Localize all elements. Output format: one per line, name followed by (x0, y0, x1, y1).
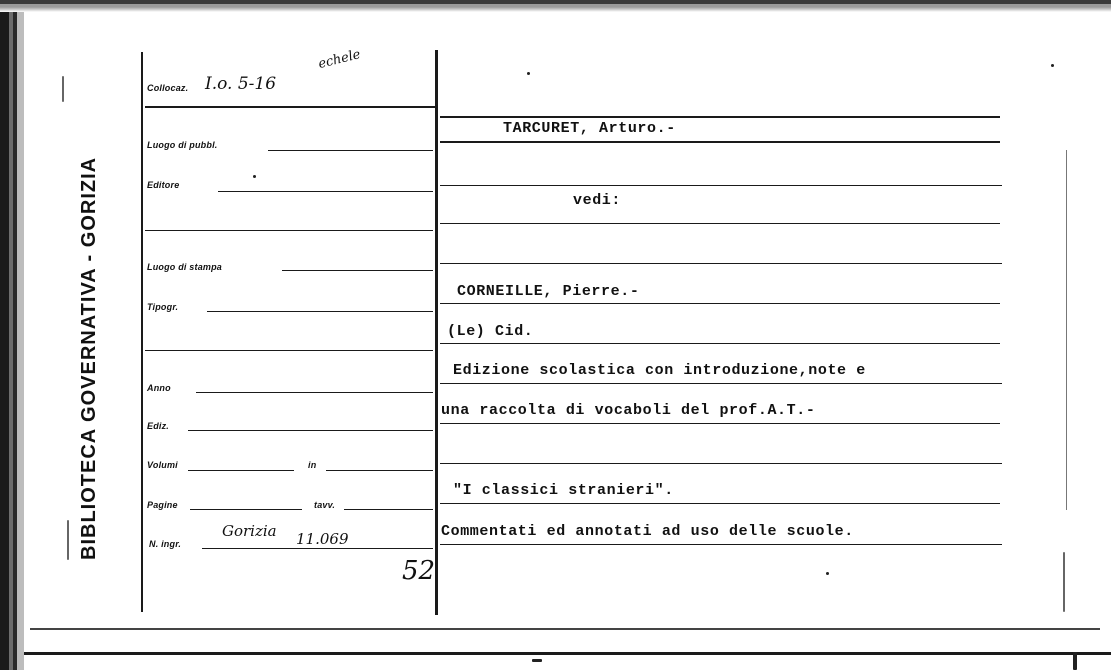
label-pagine: Pagine (147, 500, 178, 510)
series-title: "I classici stranieri". (453, 482, 674, 499)
speck (532, 659, 542, 662)
rule-volumi (188, 470, 294, 471)
speck (1073, 652, 1077, 670)
handwritten-corner-number: 52 (402, 556, 436, 586)
label-tavole: tavv. (314, 500, 336, 510)
speck (826, 572, 829, 575)
handwritten-ingresso-number: 11.069 (296, 530, 349, 548)
rule-r7 (440, 343, 1000, 344)
rule-luogo-pubbl (268, 150, 433, 151)
catalog-card: BIBLIOTECA GOVERNATIVA - GORIZIA Collocaz. I.o. 5-16 echele Luogo di pubbl. Editore Luogo di stampa Tipogr. Anno Ediz. Volumi in Pagine tavv. N. ingr. Gorizia 11.069 52 TARCURET, Arturo.- vedi: CORNEILLE, Pierre.- (Le) Cid. Edizione scolastica con introduzione,note e una raccolta di vocaboli del prof.A.T.- "I classici stranieri". Commentati ed annotati ad uso delle scuole. (0, 0, 1111, 670)
speck (1051, 64, 1054, 67)
label-editore: Editore (147, 180, 180, 190)
see-reference: vedi: (573, 192, 622, 209)
bottom-rule (30, 628, 1100, 630)
rule-collocazione (145, 106, 435, 108)
rule-in (326, 470, 433, 471)
rule-r1 (440, 116, 1000, 118)
label-luogo-pubbl: Luogo di pubbl. (147, 140, 218, 150)
handwritten-note: echele (316, 47, 363, 72)
rule-r10 (440, 463, 1002, 464)
card-top-edge (0, 0, 1111, 12)
column-divider (435, 50, 438, 615)
rule-pagine (190, 509, 302, 510)
label-tipografia: Tipogr. (147, 302, 179, 312)
handwritten-collocazione: I.o. 5-16 (205, 74, 277, 94)
rule-editore-2 (145, 230, 433, 231)
bracket-left (62, 76, 64, 102)
work-title: (Le) Cid. (447, 323, 534, 340)
rule-r9 (440, 423, 1000, 424)
rule-r3 (440, 185, 1002, 186)
rule-r11 (440, 503, 1000, 504)
label-volumi: Volumi (147, 460, 178, 470)
label-in: in (308, 460, 317, 470)
rule-r8 (440, 383, 1002, 384)
rule-tipografia (207, 311, 433, 312)
heading-author: TARCURET, Arturo.- (503, 120, 676, 137)
rule-editore (218, 191, 433, 192)
description-line-2: una raccolta di vocaboli del prof.A.T.- (441, 402, 816, 419)
rule-r2 (440, 141, 1000, 143)
label-anno: Anno (147, 383, 171, 393)
rule-r4 (440, 223, 1000, 224)
rule-r12 (440, 544, 1002, 545)
rule-anno (196, 392, 433, 393)
bracket-right (1063, 552, 1065, 612)
rule-n-ingr (202, 548, 433, 549)
label-edizione: Ediz. (147, 421, 170, 431)
speck (527, 72, 530, 75)
bracket-left-lower (67, 520, 69, 560)
rule-luogo-stampa (282, 270, 433, 271)
rule-tipografia-2 (145, 350, 433, 351)
label-luogo-stampa: Luogo di stampa (147, 262, 222, 272)
label-n-ingr: N. ingr. (149, 539, 182, 549)
card-left-edge (0, 0, 24, 670)
label-collocazione: Collocaz. (147, 83, 189, 93)
left-column-border (141, 52, 143, 612)
main-author: CORNEILLE, Pierre.- (457, 283, 640, 300)
handwritten-ingresso-place: Gorizia (222, 522, 277, 540)
rule-r5 (440, 263, 1002, 264)
description-line-1: Edizione scolastica con introduzione,note e (453, 362, 866, 379)
series-note: Commentati ed annotati ad uso delle scuole. (441, 523, 854, 540)
rule-r6 (440, 303, 1000, 304)
right-edge-mark (1066, 150, 1067, 510)
speck (253, 175, 256, 178)
rule-edizione (188, 430, 433, 431)
card-bottom-edge (24, 652, 1111, 655)
rule-tavole (344, 509, 433, 510)
